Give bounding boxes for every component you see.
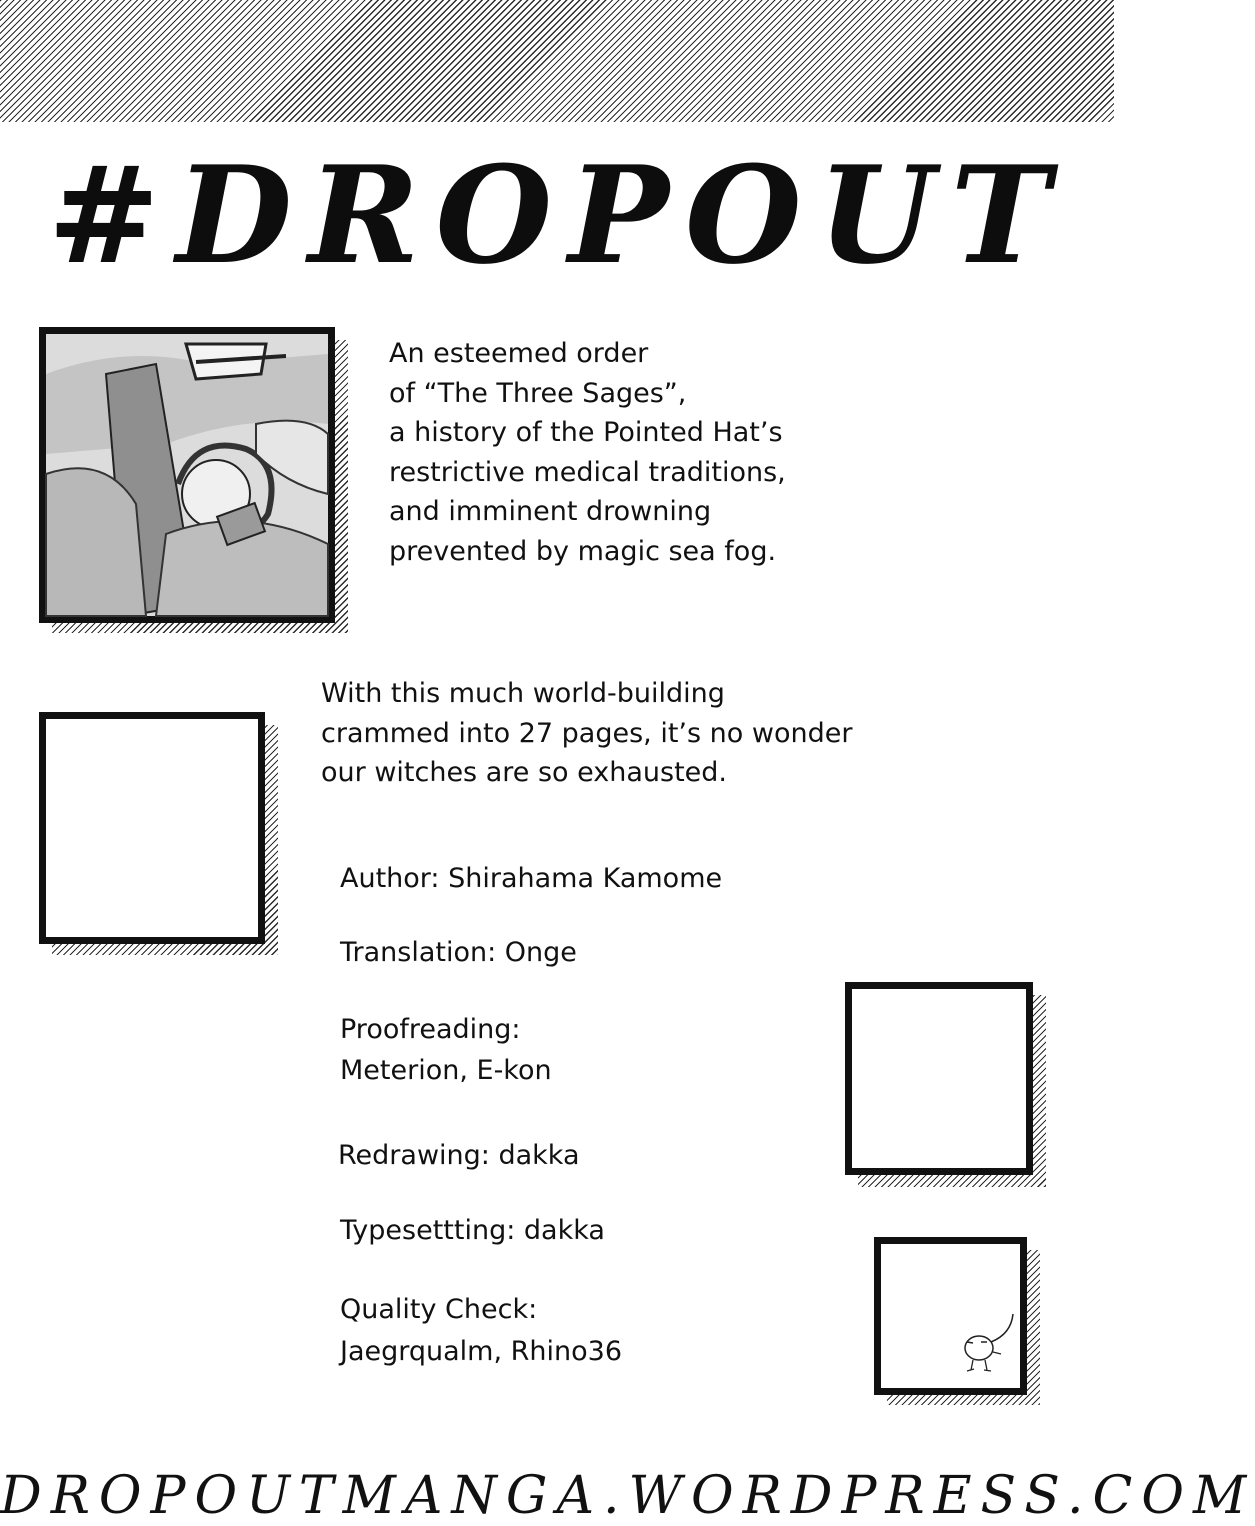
empty-panel-right: [845, 982, 1033, 1175]
credit-typesetting: Typesettting: dakka: [340, 1215, 605, 1246]
credit-translation: Translation: Onge: [340, 937, 577, 968]
credit-proofreading-label: Proofreading:: [340, 1014, 521, 1045]
intro-line: An esteemed order: [389, 338, 649, 369]
footer-url: DROPOUTMANGA.WORDPRESS.COM: [0, 1466, 1255, 1526]
bird-doodle-panel: [874, 1237, 1027, 1395]
hatched-header-band: [0, 0, 1114, 122]
credit-quality-check-names: Jaegrqualm, Rhino36: [340, 1336, 623, 1367]
bird-doodle-icon: [881, 1244, 1020, 1388]
credit-quality-check-label: Quality Check:: [340, 1294, 538, 1325]
summary-line: our witches are so exhausted.: [321, 757, 727, 788]
intro-line: restrictive medical traditions,: [389, 457, 786, 488]
intro-line: a history of the Pointed Hat’s: [389, 417, 783, 448]
intro-line: and imminent drowning: [389, 496, 712, 527]
sleeping-witch-illustration: [46, 334, 328, 616]
credit-redrawing: Redrawing: dakka: [338, 1140, 580, 1171]
credit-author: Author: Shirahama Kamome: [340, 863, 723, 894]
summary-line: With this much world-building: [321, 678, 725, 709]
manga-illustration-panel: [39, 327, 335, 623]
page-title: #DROPOUT: [47, 136, 1067, 294]
credit-proofreading-names: Meterion, E-kon: [340, 1055, 552, 1086]
intro-line: of “The Three Sages”,: [389, 378, 687, 409]
summary-line: crammed into 27 pages, it’s no wonder: [321, 718, 853, 749]
intro-line: prevented by magic sea fog.: [389, 536, 777, 567]
empty-panel-left: [39, 712, 265, 944]
